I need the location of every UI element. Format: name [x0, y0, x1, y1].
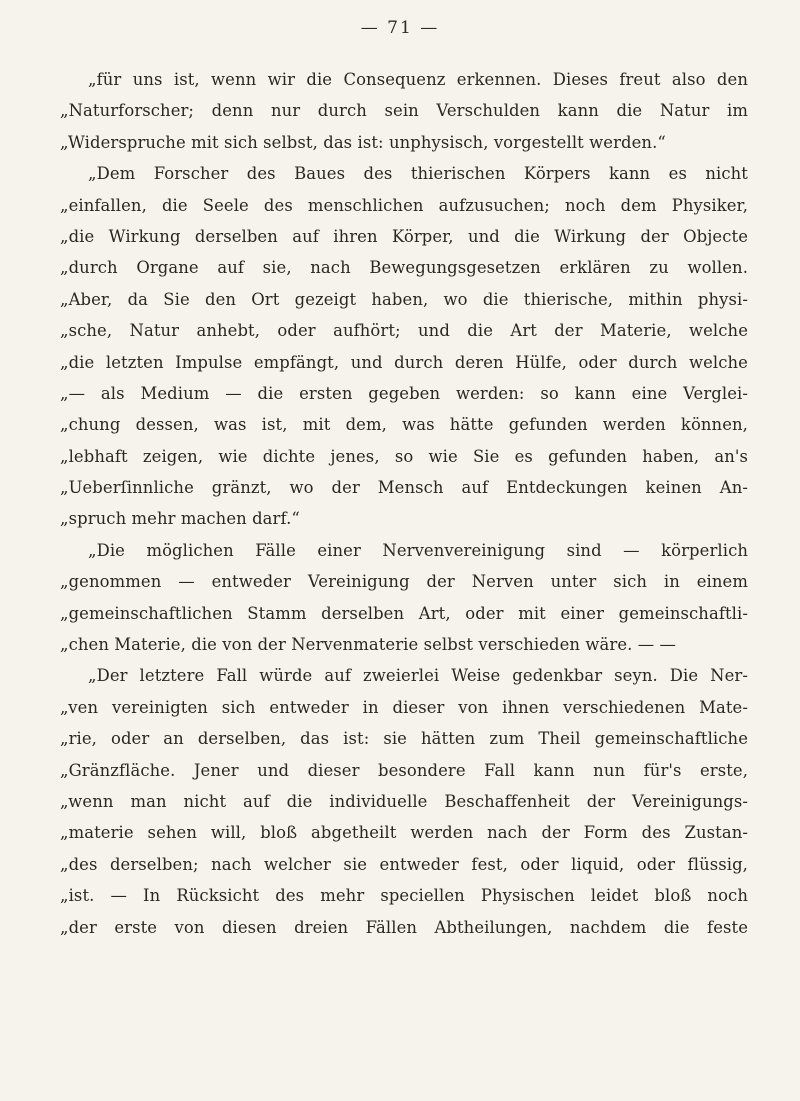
text-line: „genommen — entweder Vereinigung der Nerven unter sich in einem [60, 572, 748, 592]
text-line: „Aber, da Sie den Ort gezeigt haben, wo die thierische, mithin physi- [60, 289, 748, 309]
text-line: „ven vereinigten sich entweder in dieser von ihnen verschiedenen Mate- [60, 697, 748, 717]
text-line: „chen Materie, die von der Nervenmaterie selbst verschieden wäre. — — [60, 635, 677, 655]
text-line: „Dem Forscher des Baues des thierischen Körpers kann es nicht [88, 164, 748, 184]
text-line: „einfallen, die Seele des menschlichen aufzusuchen; noch dem Physiker, [60, 195, 748, 215]
text-line: „sche, Natur anhebt, oder aufhört; und die Art der Materie, welche [60, 321, 748, 341]
text-line: „Ueberſinnliche gränzt, wo der Mensch auf Entdeckungen keinen An- [60, 478, 748, 498]
text-line: „ist. — In Rücksicht des mehr speciellen Physischen leidet bloß noch [60, 886, 748, 906]
text-line: „der erste von diesen dreien Fällen Abtheilungen, nachdem die feste [60, 917, 748, 937]
text-line: „die letzten Impulse empfängt, und durch deren Hülfe, oder durch welche [60, 352, 748, 372]
text-line: „lebhaft zeigen, wie dichte jenes, so wie Sie es gefunden haben, an's [60, 446, 748, 466]
text-line: „des derselben; nach welcher sie entweder fest, oder liquid, oder flüssig, [60, 854, 748, 874]
text-line: „— als Medium — die ersten gegeben werden: so kann eine Verglei- [60, 383, 748, 403]
text-line: „rie, oder an derselben, das ist: sie hätten zum Theil gemeinschaftliche [60, 729, 748, 749]
text-line: „wenn man nicht auf die individuelle Beschaffenheit der Vereinigungs- [60, 791, 748, 811]
text-line: „Widerspruche mit sich selbst, das ist: unphysisch, vorgestellt werden.“ [60, 132, 666, 152]
text-line: „spruch mehr machen darf.“ [60, 509, 300, 529]
text-line: „Der letztere Fall würde auf zweierlei Weise gedenkbar seyn. Die Ner- [88, 666, 748, 686]
text-line: „Die möglichen Fälle einer Nervenvereinigung sind — körperlich [88, 540, 748, 560]
text-line: „materie sehen will, bloß abgetheilt werden nach der Form des Zustan- [60, 823, 748, 843]
text-line: „für uns ist, wenn wir die Consequenz erkennen. Dieses freut also den [88, 70, 748, 89]
body-text [60, 64, 748, 943]
text-line: „durch Organe auf sie, nach Bewegungsgesetzen erklären zu wollen. [60, 258, 748, 278]
text-line: „gemeinschaftlichen Stamm derselben Art, oder mit einer gemeinschaftli- [60, 603, 748, 623]
text-line: „chung dessen, was ist, mit dem, was hätte gefunden werden können, [60, 415, 748, 435]
text-line: „Naturforscher; denn nur durch sein Verschulden kann die Natur im [60, 101, 748, 121]
text-line: „die Wirkung derselben auf ihren Körper, und die Wirkung der Objecte [60, 226, 748, 246]
page-number: — 71 — [360, 18, 440, 38]
text-line: „Gränzfläche. Jener und dieser besondere Fall kann nun für's erste, [60, 760, 748, 780]
